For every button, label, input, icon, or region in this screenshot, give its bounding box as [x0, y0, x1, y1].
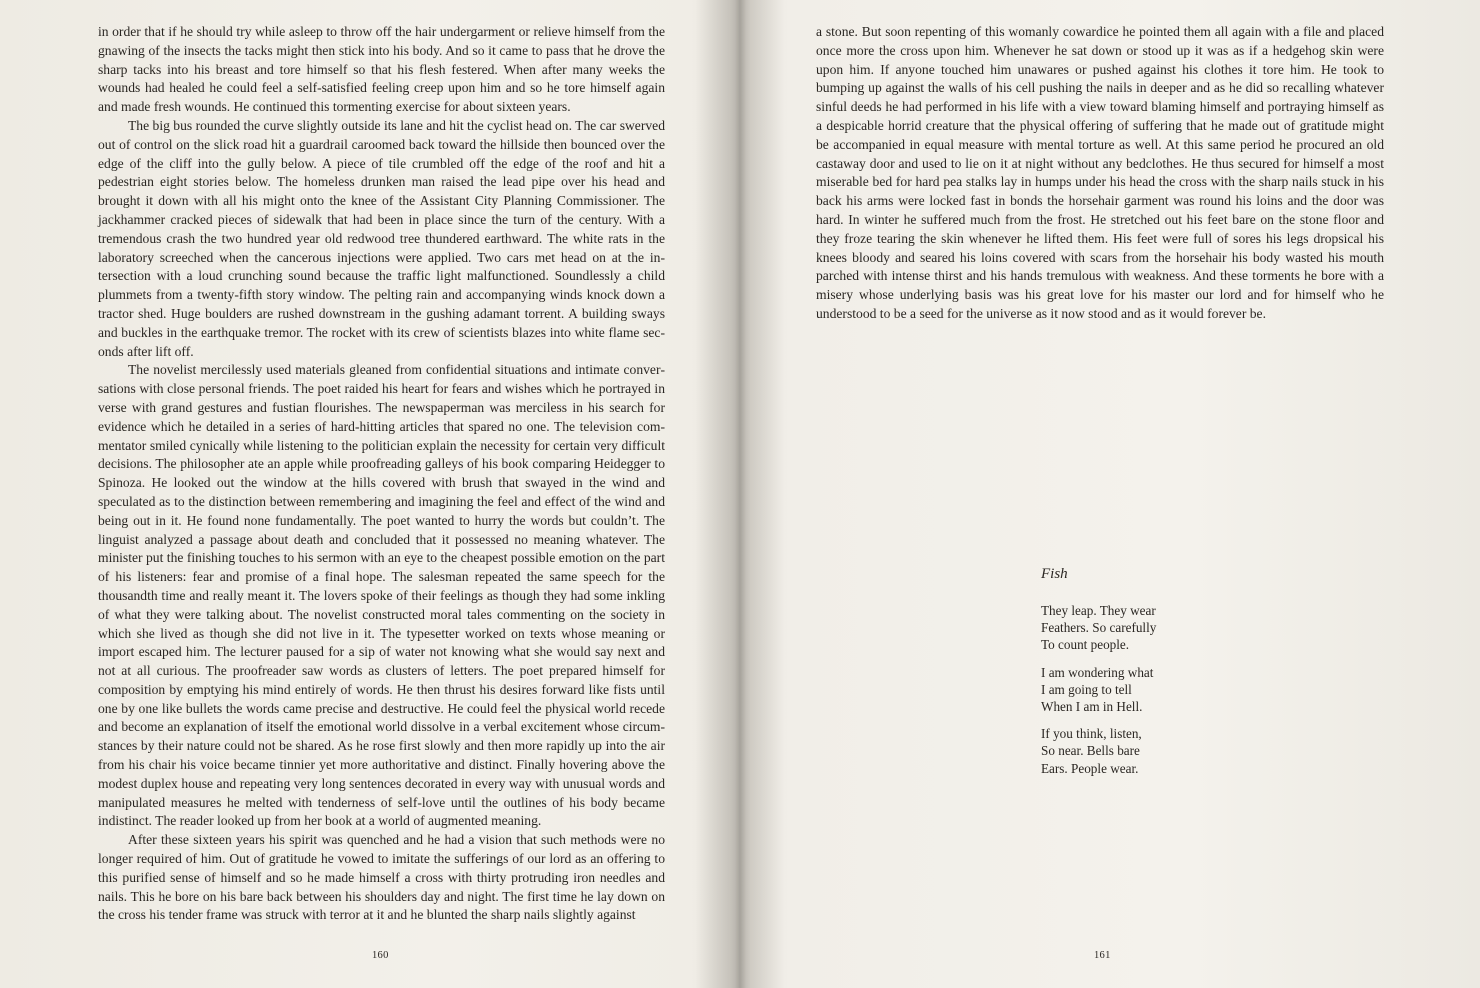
- poem-line: So near. Bells bare: [1041, 743, 1140, 759]
- right-page-text: [816, 23, 1384, 324]
- poem-line: Feathers. So carefully: [1041, 620, 1157, 636]
- paragraph: After these sixteen years his spirit was quenched and he had a vision that such methods were no longer required of him. Out of gratitude he vowed to imitate the sufferings of our lord as an offering to this purified sense of himself and so he made himself a cross with thirty protruding iron needles and nails. This he bore on his bare back between his shoulders day and night. The first time he lay down on the cross his tender frame was struck with terror at it and he blunted the sharp nails slightly against: [98, 832, 665, 923]
- poem-title: Fish: [1041, 566, 1068, 582]
- paragraph: a stone. But soon repenting of this womanly cowardice he pointed them all again with a file and placed once more the cross upon him. Whenever he sat down or stood up it was as if a hedgehog skin were upon him. If anyone touched him unawares or pushed against his clothes it tore him. He took to bumping up against the walls of his cell pushing the nails in deeper and as he did so recalling whatever sinful deeds he had performed in his life with a view toward blaming himself and portraying himself as a despicable horrid creature that the physical offering of suffering that he made out of gratitude might be accompanied in equal measure with mental torture as well. At this same period he procured an old castaway door and used to lie on it at night without any bedclothes. He thus secured for himself a most miserable bed for hard pea stalks lay in humps under his head the cross with the sharp nails stuck in his back his arms were locked fast in bonds the horsehair garment was round his loins and the door was hard. In winter he suffered much from the frost. He stretched out his feet bare on the stone floor and they froze tearing the skin whenever he lifted them. His feet were full of sores his legs dropsical his knees bloody and seared his loins covered with scars from the horsehair his body wasted his mouth parched with intense thirst and his hands tremulous with weakness. And these torments he bore with a misery whose underlying basis was his great love for his master our lord and for himself who he understood to be a seed for the universe as it now stood and as it would forever be.: [816, 24, 1384, 321]
- left-page-text: [98, 23, 665, 925]
- poem-line: Ears. People wear.: [1041, 760, 1139, 776]
- paragraph: The novelist mercilessly used materials gleaned from confidential situations and intimate conversations with close personal friends. The poet raided his heart for fears and wishes which he portrayed in verse with grand gestures and fustian flourishes. The newspaperman was merciless in his search for evidence which he detailed in a series of hard-hitting articles that spared no one. The television commentator smiled cynically while listening to the politician explain the necessity for certain very difficult decisions. The philosopher ate an apple while proofreading galleys of his book comparing Heidegger to Spinoza. He looked out the window at the hills covered with brush that swayed in the wind and speculated as to the distinction between remembering and imagining the feel and effect of the wind and being out in it. He found none fundamentally. The poet wanted to hurry the words but couldn’t. The linguist analyzed a passage about death and concluded that it possessed no meaning whatever. The minister put the finishing touches to his sermon with an eye to the cheapest possible emotion on the part of his listeners: fear and promise of a final hope. The salesman repeated the same speech for the thousandth time and really meant it. The lovers spoke of their feelings as though they had some inkling of what they were talking about. The novelist constructed moral tales commenting on the society in which she lived as though she did not live in it. The typesetter worked on texts whose meaning or import escaped him. The lecturer paused for a sip of water not knowing what she would say next and not at all curious. The proofreader saw words as clusters of letters. The poet prepared himself for composition by emptying his mind entirely of words. He then thrust his desires forward like fists until one by one like bullets the words came precise and destructive. He could feel the physical world recede and become an explanation of itself the emotional world dissolve in a verbal excitement whose circumstances by their nature could not be shared. As he rose first slowly and then more rapidly up into the air from his chair his voice became tinnier yet more authoritative and distinct. Finally hovering above the modest duplex house and repeating very long sentences decorated in every way with unusual words and manipulated measures he melted with tenderness of self-love until the outlines of his body became indistinct. The reader looked up from her book at a world of augmented meaning.: [98, 362, 665, 829]
- poem-line: To count people.: [1041, 637, 1130, 653]
- poem-stanza: [1041, 602, 1301, 654]
- poem-line: If you think, listen,: [1041, 726, 1142, 742]
- poem: [1041, 565, 1301, 787]
- poem-stanza: [1041, 664, 1301, 716]
- poem-line: I am wondering what: [1041, 664, 1154, 680]
- paragraph: in order that if he should try while asleep to throw off the hair undergarment or relieve himself from the gnawing of the insects the tacks might then stick into his body. And so it came to pass that he drove the sharp tacks into his breast and tore himself so that his flesh festered. When after many weeks the wounds had healed he could feel a self-satisfied feeling creep upon him and so he tore himself again and made fresh wounds. He continued this tormenting exercise for about sixteen years.: [98, 24, 665, 115]
- poem-line: I am going to tell: [1041, 681, 1132, 697]
- poem-line: They leap. They wear: [1041, 603, 1156, 618]
- page-number: 160: [372, 950, 389, 961]
- paragraph: The big bus rounded the curve slightly outside its lane and hit the cyclist head on. The car swerved out of control on the slick road hit a guardrail caroomed back toward the hillside then bounced over the edge of the cliff into the gully below. A piece of tile crumbled off the edge of the roof and hit a pedestrian eight stories below. The homeless drunken man raised the lead pipe over his head and brought it down with all his might onto the knee of the Assistant City Planning Commissioner. The jackhammer cracked pieces of sidewalk that had been in place since the turn of the century. With a tremendous crash the two hundred year old redwood tree thundered earthward. The white rats in the laboratory screeched when the cancerous injections were applied. Two cars met head on at the intersection with a loud crunching sound because the traffic light malfunctioned. Soundlessly a child plummets from a twenty-fifth story window. The pelting rain and accompanying winds knock down a tractor shed. Huge boulders are rushed downstream in the gushing adamant torrent. A building sways and buckles in the earthquake tremor. The rocket with its crew of scientists blazes into white flame seconds after lift off.: [98, 117, 665, 359]
- poem-line: When I am in Hell.: [1041, 699, 1143, 715]
- right-page: [740, 0, 1480, 988]
- poem-stanza: [1041, 725, 1301, 777]
- page-number: 161: [1094, 950, 1111, 961]
